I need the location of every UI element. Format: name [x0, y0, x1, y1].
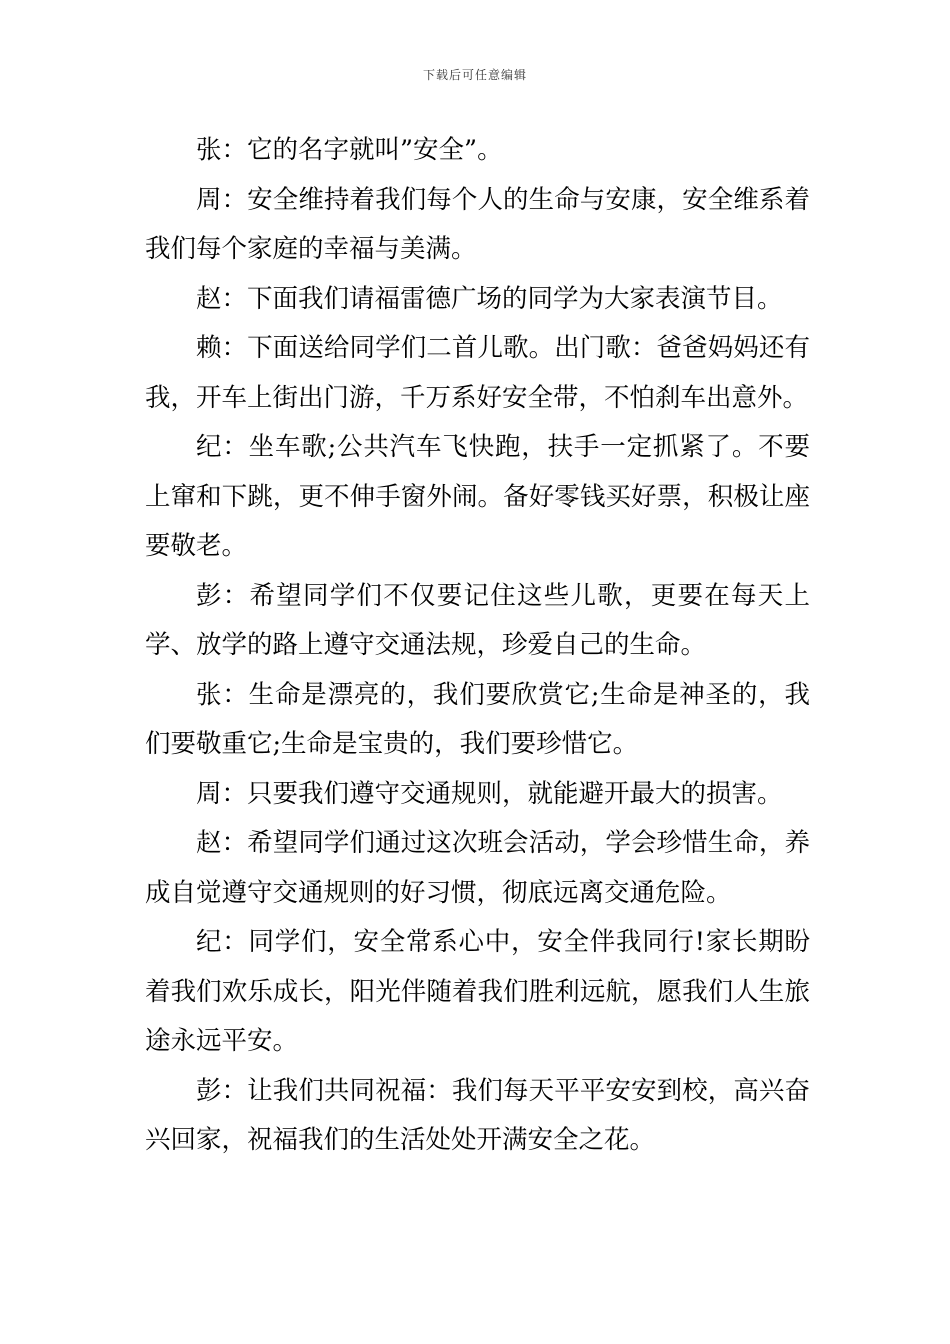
paragraph: 赖：下面送给同学们二首儿歌。出门歌：爸爸妈妈还有我，开车上街出门游，千万系好安全带，不怕刹车出意外。	[145, 333, 810, 413]
paragraph: 周：只要我们遵守交通规则，就能避开最大的损害。	[196, 778, 783, 809]
page-header: 下载后可任意编辑	[422, 68, 527, 82]
paragraph: 张：它的名字就叫”安全”。	[196, 135, 503, 165]
paragraph: 彭：让我们共同祝福：我们每天平平安安到校，高兴奋兴回家，祝福我们的生活处处开满安全之花。	[145, 1075, 810, 1155]
document-body	[145, 126, 810, 1166]
paragraph: 彭：希望同学们不仅要记住这些儿歌，更要在每天上学、放学的路上遵守交通法规，珍爱自己的生命。	[145, 580, 810, 660]
paragraph: 赵：希望同学们通过这次班会活动，学会珍惜生命，养成自觉遵守交通规则的好习惯，彻底远离交通危险。	[145, 828, 810, 908]
paragraph: 纪：坐车歌;公共汽车飞快跑，扶手一定抓紧了。不要上窜和下跳，更不伸手窗外闹。备好零钱买好票，积极让座要敬老。	[145, 432, 810, 561]
paragraph: 张：生命是漂亮的，我们要欣赏它;生命是神圣的，我们要敬重它;生命是宝贵的，我们要珍惜它。	[145, 679, 810, 759]
paragraph: 周：安全维持着我们每个人的生命与安康，安全维系着我们每个家庭的幸福与美满。	[145, 184, 810, 264]
paragraph: 纪：同学们，安全常系心中，安全伴我同行!家长期盼着我们欢乐成长，阳光伴随着我们胜利远航，愿我们人生旅途永远平安。	[145, 927, 810, 1056]
paragraph: 赵：下面我们请福雷德广场的同学为大家表演节目。	[196, 283, 783, 314]
